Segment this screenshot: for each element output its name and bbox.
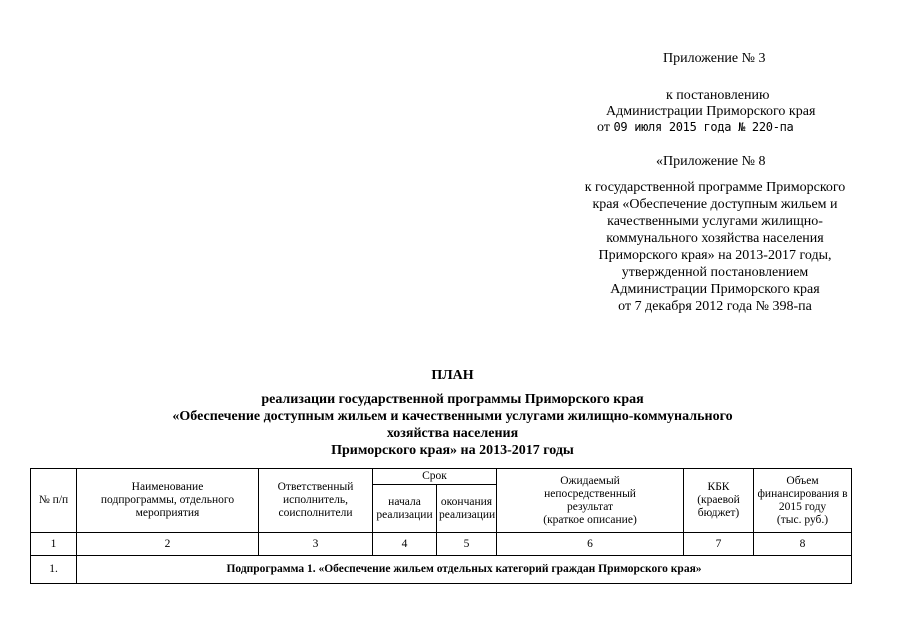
appendix2-line: коммунального хозяйства населения: [606, 231, 824, 246]
appendix-date-prefix: от: [597, 120, 610, 135]
appendix-number: Приложение № 3: [663, 51, 766, 66]
appendix-admin: Администрации Приморского края: [606, 104, 816, 119]
header-num: № п/п: [31, 469, 77, 533]
appendix2-line: качественными услугами жилищно-: [607, 214, 823, 229]
appendix-to-line: к постановлению: [666, 88, 770, 103]
plan-title-line: «Обеспечение доступным жильем и качественными услугами жилищно-коммунального: [172, 409, 733, 424]
appendix2-line: утвержденной постановлением: [621, 265, 809, 280]
column-number: 2: [77, 533, 259, 556]
header-start: начала реализации: [373, 485, 437, 533]
column-number: 8: [754, 533, 852, 556]
appendix-date-value: 09 июля 2015 года № 220-па: [613, 120, 794, 134]
header-result: Ожидаемый непосредственный результат (краткое описание): [497, 469, 684, 533]
column-number: 1: [31, 533, 77, 556]
plan-table: [30, 468, 852, 584]
header-volume: Объем финансирования в 2015 году (тыс. руб.): [754, 469, 852, 533]
subprogram-title: Подпрограмма 1. «Обеспечение жильем отдельных категорий граждан Приморского края»: [77, 556, 852, 584]
header-term: Срок: [373, 469, 497, 485]
table-header-row: [31, 469, 852, 485]
plan-heading: ПЛАН: [431, 368, 474, 383]
column-number: 4: [373, 533, 437, 556]
row-number: 1.: [31, 556, 77, 584]
header-kbk: КБК (краевой бюджет): [684, 469, 754, 533]
column-number: 3: [259, 533, 373, 556]
appendix-date: [597, 119, 793, 136]
appendix2-line: к государственной программе Приморского: [584, 180, 846, 195]
table-row: [31, 556, 852, 584]
plan-title-line: хозяйства населения: [386, 426, 519, 441]
header-responsible: Ответственный исполнитель, соисполнители: [259, 469, 373, 533]
header-name: Наименование подпрограммы, отдельного мероприятия: [77, 469, 259, 533]
appendix2-line: Приморского края» на 2013-2017 годы,: [598, 248, 832, 263]
column-number-row: [31, 533, 852, 556]
appendix2-line: Администрации Приморского края: [610, 282, 820, 297]
header-end: окончания реализации: [437, 485, 497, 533]
plan-title-line: Приморского края» на 2013-2017 годы: [331, 443, 574, 458]
appendix2-line: края «Обеспечение доступным жильем и: [592, 197, 838, 212]
column-number: 6: [497, 533, 684, 556]
column-number: 7: [684, 533, 754, 556]
appendix2-title: «Приложение № 8: [656, 154, 766, 169]
appendix2-line: от 7 декабря 2012 года № 398-па: [618, 299, 812, 314]
plan-title-line: реализации государственной программы Приморского края: [261, 392, 644, 407]
column-number: 5: [437, 533, 497, 556]
